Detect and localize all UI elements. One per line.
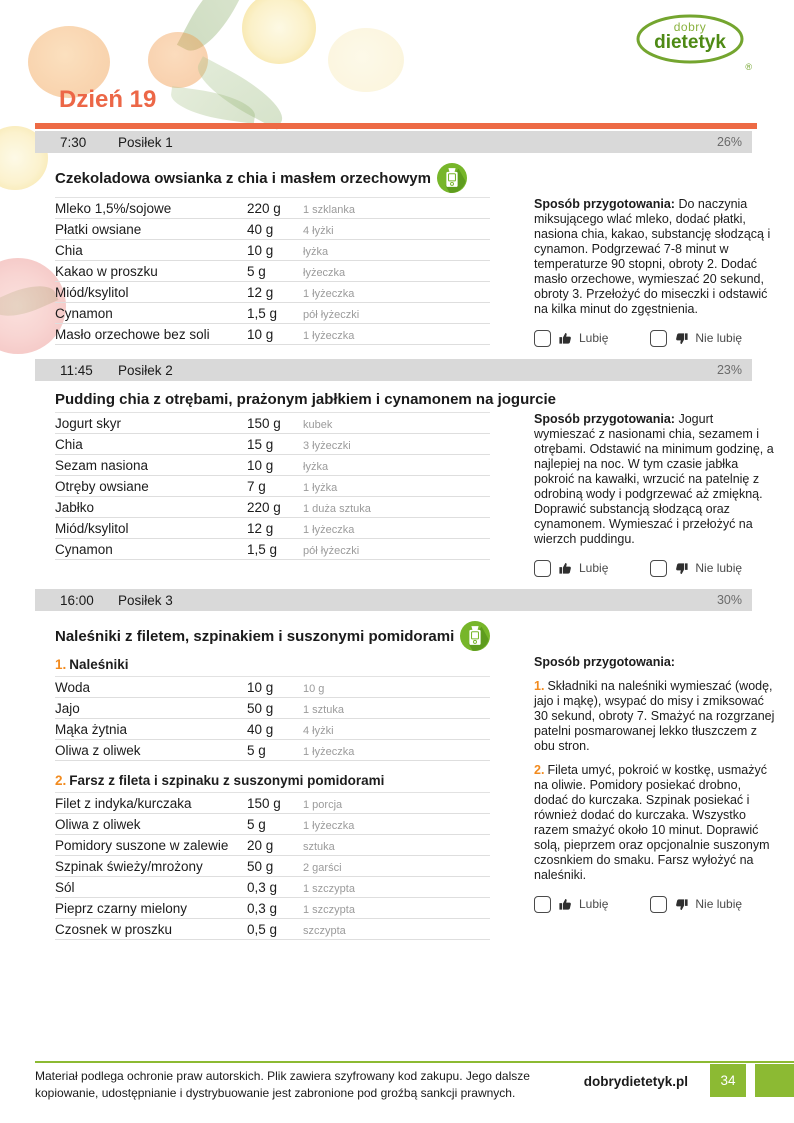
meal-section-3 (35, 589, 775, 940)
ingredient-name: Mąka żytnia (55, 721, 128, 737)
ingredient-measure: 1 porcja (303, 798, 343, 811)
dislike-option (650, 560, 742, 577)
ingredient-amount: 10 g (247, 242, 274, 258)
dislike-option (650, 330, 742, 347)
step-number: 2. (534, 763, 545, 777)
ingredient-row (55, 919, 490, 940)
ingredient-name: Sezam nasiona (55, 457, 149, 473)
ingredient-amount: 40 g (247, 721, 274, 737)
ingredient-row (55, 261, 490, 282)
dislike-option (650, 896, 742, 913)
ingredient-row (55, 898, 490, 919)
ingredients-table (55, 197, 490, 345)
preparation-body: Do naczynia miksującego wlać mleko, dodać płatki, nasiona chia, kakao, substancję słodzącą i cynamon. Podgrzewać 7-8 minut w temperaturze 90 stopni, obroty 2. Dodać masło orzechowe, wymieszać 20 sekund, obroty 3. Przełożyć do miseczki i odstawić na kilka minut do zgęstnienia. (534, 197, 771, 316)
ingredient-row (55, 877, 490, 898)
step-text: Fileta umyć, pokroić w kostkę, usmażyć na oliwie. Pomidory posiekać drobno, dodać do kurczaka. Szpinak posiekać i również dodać do kurczaka. Wszystko razem smażyć około 10 minut. Doprawić solą, pieprzem oraz opcjonalnie suszonym czosnkiem do smaku. Farsz wyłożyć na naleśniki. (534, 763, 770, 882)
ingredient-measure: pół łyżeczki (303, 308, 360, 321)
ingredient-name: Jabłko (55, 499, 95, 515)
ingredient-amount: 10 g (247, 326, 274, 342)
ingredient-amount: 5 g (247, 742, 266, 758)
ingredient-name: Miód/ksylitol (55, 520, 129, 536)
ingredient-measure: 1 szczypta (303, 903, 355, 916)
ingredients-table (55, 792, 490, 940)
decor-lemon-photo (328, 28, 404, 92)
ingredient-row (55, 282, 490, 303)
page-content (35, 86, 775, 940)
thumb-down-icon (674, 897, 689, 912)
ingredient-group-2 (55, 773, 490, 940)
group-title: Naleśniki (69, 657, 129, 672)
dislike-label: Nie lubię (695, 561, 743, 575)
ingredient-name: Masło orzechowe bez soli (55, 326, 210, 342)
decor-lemon-slice-photo (242, 0, 316, 64)
ingredient-row (55, 518, 490, 539)
page-number-badge: 34 (710, 1064, 746, 1097)
group-heading (55, 773, 490, 788)
ingredient-measure: 1 łyżka (303, 481, 338, 494)
feedback-row (534, 896, 777, 913)
thumb-up-icon (558, 331, 573, 346)
recipe-title: Naleśniki z filetem, szpinakiem i suszonymi pomidorami (55, 627, 455, 645)
ingredient-name: Cynamon (55, 541, 113, 557)
meal-energy-percent: 23% (716, 363, 742, 377)
ingredient-name: Szpinak świeży/mrożony (55, 858, 203, 874)
ingredient-row (55, 539, 490, 560)
like-checkbox[interactable] (534, 896, 551, 913)
group-number: 2. (55, 773, 67, 788)
ingredients-table (55, 676, 490, 761)
ingredient-row (55, 219, 490, 240)
decor-tangerine-photo (148, 32, 208, 88)
step-number: 1. (534, 679, 545, 693)
ingredient-name: Chia (55, 242, 83, 258)
brand-logo (634, 12, 752, 72)
meal-1-header-bar (35, 131, 752, 153)
ingredient-name: Miód/ksylitol (55, 284, 129, 300)
meal-3-title-row (55, 621, 757, 651)
ingredient-name: Sól (55, 879, 75, 895)
ingredients-column (55, 655, 490, 940)
preparation-body: Jogurt wymieszać z nasionami chia, sezamem i otrębami. Odstawić na minimum godzinę, a najlepiej na noc. W tym czasie jabłka pokroić na kawałki, wrzucić na patelnię z odrobiną wody i podgrzewać aż zmiękną. Doprawić substancją słodzącą oraz cynamonem. Wymieszać i przełożyć na wierzch puddingu. (534, 412, 774, 546)
logo-text-bottom: dietetyk (654, 32, 726, 53)
preparation-steps (534, 679, 777, 883)
ingredient-name: Chia (55, 436, 83, 452)
ingredient-amount: 15 g (247, 436, 274, 452)
ingredient-row (55, 303, 490, 324)
recipe-title: Czekoladowa owsianka z chia i masłem orzechowym (55, 169, 431, 187)
ingredient-name: Oliwa z oliwek (55, 742, 141, 758)
ingredient-row (55, 677, 490, 698)
ingredient-measure: 3 łyżeczki (303, 439, 351, 452)
ingredient-measure: 10 g (303, 682, 325, 695)
ingredient-amount: 0,5 g (247, 921, 278, 937)
ingredient-amount: 0,3 g (247, 900, 278, 916)
preparation-label: Sposób przygotowania: (534, 197, 675, 211)
group-number: 1. (55, 657, 67, 672)
preparation-text (534, 197, 777, 317)
ingredient-row (55, 814, 490, 835)
ingredient-amount: 150 g (247, 415, 281, 431)
dislike-checkbox[interactable] (650, 560, 667, 577)
ingredient-row (55, 497, 490, 518)
ingredient-name: Otręby owsiane (55, 478, 149, 494)
ingredient-measure: 4 łyżki (303, 224, 334, 237)
ingredient-measure: kubek (303, 418, 333, 431)
like-checkbox[interactable] (534, 330, 551, 347)
ingredient-measure: szczypta (303, 924, 346, 937)
ingredient-measure: 1 łyżeczka (303, 329, 355, 342)
dislike-checkbox[interactable] (650, 330, 667, 347)
ingredient-amount: 0,3 g (247, 879, 278, 895)
meal-2-title-row (55, 391, 757, 408)
ingredient-amount: 220 g (247, 200, 281, 216)
ingredient-measure: 1 łyżeczka (303, 287, 355, 300)
meal-energy-percent: 26% (716, 135, 742, 149)
ingredient-measure: 1 łyżeczka (303, 745, 355, 758)
ingredient-amount: 50 g (247, 700, 274, 716)
footer-divider (35, 1061, 794, 1063)
ingredient-row (55, 740, 490, 761)
meal-label: Posiłek 2 (118, 362, 173, 378)
ingredient-row (55, 455, 490, 476)
ingredient-row (55, 835, 490, 856)
meal-3-header-bar (35, 589, 752, 611)
website-url: dobrydietetyk.pl (583, 1074, 688, 1089)
ingredient-row (55, 719, 490, 740)
meal-time: 16:00 (60, 592, 94, 608)
ingredient-measure: 1 szczypta (303, 882, 355, 895)
like-label: Lubię (579, 561, 609, 575)
feedback-row (534, 330, 777, 347)
ingredient-measure: łyżka (303, 460, 329, 473)
ingredient-row (55, 434, 490, 455)
ingredient-name: Pomidory suszone w zalewie (55, 837, 229, 853)
ingredient-row (55, 240, 490, 261)
ingredients-column (55, 197, 490, 347)
meal-time: 11:45 (60, 362, 93, 378)
ingredient-name: Cynamon (55, 305, 113, 321)
ingredient-measure: łyżka (303, 245, 329, 258)
thumb-down-icon (674, 561, 689, 576)
ingredient-name: Płatki owsiane (55, 221, 142, 237)
ingredient-amount: 10 g (247, 679, 274, 695)
dislike-checkbox[interactable] (650, 896, 667, 913)
ingredient-measure: 4 łyżki (303, 724, 334, 737)
thermomix-icon (460, 621, 490, 651)
preparation-step (534, 679, 777, 754)
group-heading (55, 657, 490, 672)
ingredient-name: Kakao w proszku (55, 263, 158, 279)
ingredients-column (55, 412, 490, 577)
ingredient-amount: 20 g (247, 837, 274, 853)
ingredient-amount: 5 g (247, 816, 266, 832)
meal-2-header-bar (35, 359, 752, 381)
meal-time: 7:30 (60, 134, 87, 150)
footer-edge-block (755, 1064, 794, 1097)
ingredient-name: Pieprz czarny mielony (55, 900, 188, 916)
ingredient-row (55, 856, 490, 877)
ingredient-measure: 1 duża sztuka (303, 502, 371, 515)
ingredient-row (55, 413, 490, 434)
ingredient-amount: 40 g (247, 221, 274, 237)
ingredient-measure: 1 łyżeczka (303, 523, 355, 536)
preparation-step (534, 763, 777, 883)
ingredient-amount: 12 g (247, 284, 274, 300)
accent-divider (35, 123, 757, 129)
ingredient-measure: łyżeczka (303, 266, 346, 279)
preparation-text (534, 412, 777, 547)
preparation-label: Sposób przygotowania: (534, 412, 675, 426)
ingredient-row (55, 698, 490, 719)
thermomix-icon (437, 163, 467, 193)
meal-1-title-row (55, 163, 757, 193)
like-checkbox[interactable] (534, 560, 551, 577)
like-label: Lubię (579, 331, 609, 345)
ingredient-row (55, 476, 490, 497)
preparation-label: Sposób przygotowania: (534, 655, 675, 669)
ingredients-table (55, 412, 490, 560)
page-footer (0, 1061, 794, 1123)
ingredient-amount: 1,5 g (247, 541, 278, 557)
ingredient-amount: 150 g (247, 795, 281, 811)
meal-label: Posiłek 1 (118, 134, 173, 150)
meal-energy-percent: 30% (716, 593, 742, 607)
dislike-label: Nie lubię (695, 331, 743, 345)
ingredient-amount: 7 g (247, 478, 266, 494)
preparation-column (534, 412, 777, 577)
recipe-title: Pudding chia z otrębami, prażonym jabłkiem i cynamonem na jogurcie (55, 391, 556, 408)
ingredient-name: Jajo (55, 700, 80, 716)
ingredient-measure: sztuka (303, 840, 335, 853)
like-option (534, 560, 608, 577)
registered-mark: ® (745, 62, 752, 72)
preparation-column (534, 655, 777, 940)
ingredient-amount: 5 g (247, 263, 266, 279)
thumb-down-icon (674, 331, 689, 346)
ingredient-amount: 1,5 g (247, 305, 278, 321)
ingredient-row (55, 324, 490, 345)
like-option (534, 896, 608, 913)
logo-text-top: dobry (673, 20, 707, 34)
ingredient-name: Czosnek w proszku (55, 921, 173, 937)
ingredient-row (55, 793, 490, 814)
ingredient-name: Woda (55, 679, 91, 695)
ingredient-amount: 10 g (247, 457, 274, 473)
ingredient-measure: 1 sztuka (303, 703, 344, 716)
thumb-up-icon (558, 897, 573, 912)
feedback-row (534, 560, 777, 577)
ingredient-name: Mleko 1,5%/sojowe (55, 200, 172, 216)
copyright-disclaimer: Materiał podlega ochronie praw autorskich. Plik zawiera szyfrowany kod zakupu. Jego dalsze kopiowanie, udostępnianie i dystrybuowanie jest zabronione pod groźbą sankcji prawnych. (35, 1069, 530, 1100)
ingredient-name: Jogurt skyr (55, 415, 122, 431)
ingredient-amount: 12 g (247, 520, 274, 536)
ingredient-row (55, 198, 490, 219)
ingredient-measure: 1 szklanka (303, 203, 355, 216)
ingredient-measure: 2 garści (303, 861, 342, 874)
like-option (534, 330, 608, 347)
ingredient-group-1 (55, 657, 490, 761)
thumb-up-icon (558, 561, 573, 576)
ingredient-amount: 50 g (247, 858, 274, 874)
page-title: Dzień 19 (59, 86, 157, 113)
ingredient-name: Oliwa z oliwek (55, 816, 141, 832)
like-label: Lubię (579, 897, 609, 911)
meal-section-2 (35, 359, 774, 577)
meal-label: Posiłek 3 (118, 592, 173, 608)
decor-leaf-photo (177, 0, 249, 61)
group-title: Farsz z fileta i szpinaku z suszonymi pomidorami (69, 773, 385, 788)
step-text: Składniki na naleśniki wymieszać (wodę, jajo i mąkę), wsypać do misy i zmiksować 30 sekund, obroty 7. Smażyć na rozgrzanej patelni posmarowanej lekko tłuszczem z obu stron. (534, 679, 775, 753)
ingredient-name: Filet z indyka/kurczaka (55, 795, 192, 811)
meal-section-1 (35, 131, 771, 347)
ingredient-measure: 1 łyżeczka (303, 819, 355, 832)
ingredient-measure: pół łyżeczki (303, 544, 360, 557)
preparation-column (534, 197, 777, 347)
ingredient-amount: 220 g (247, 499, 281, 515)
dislike-label: Nie lubię (695, 897, 743, 911)
